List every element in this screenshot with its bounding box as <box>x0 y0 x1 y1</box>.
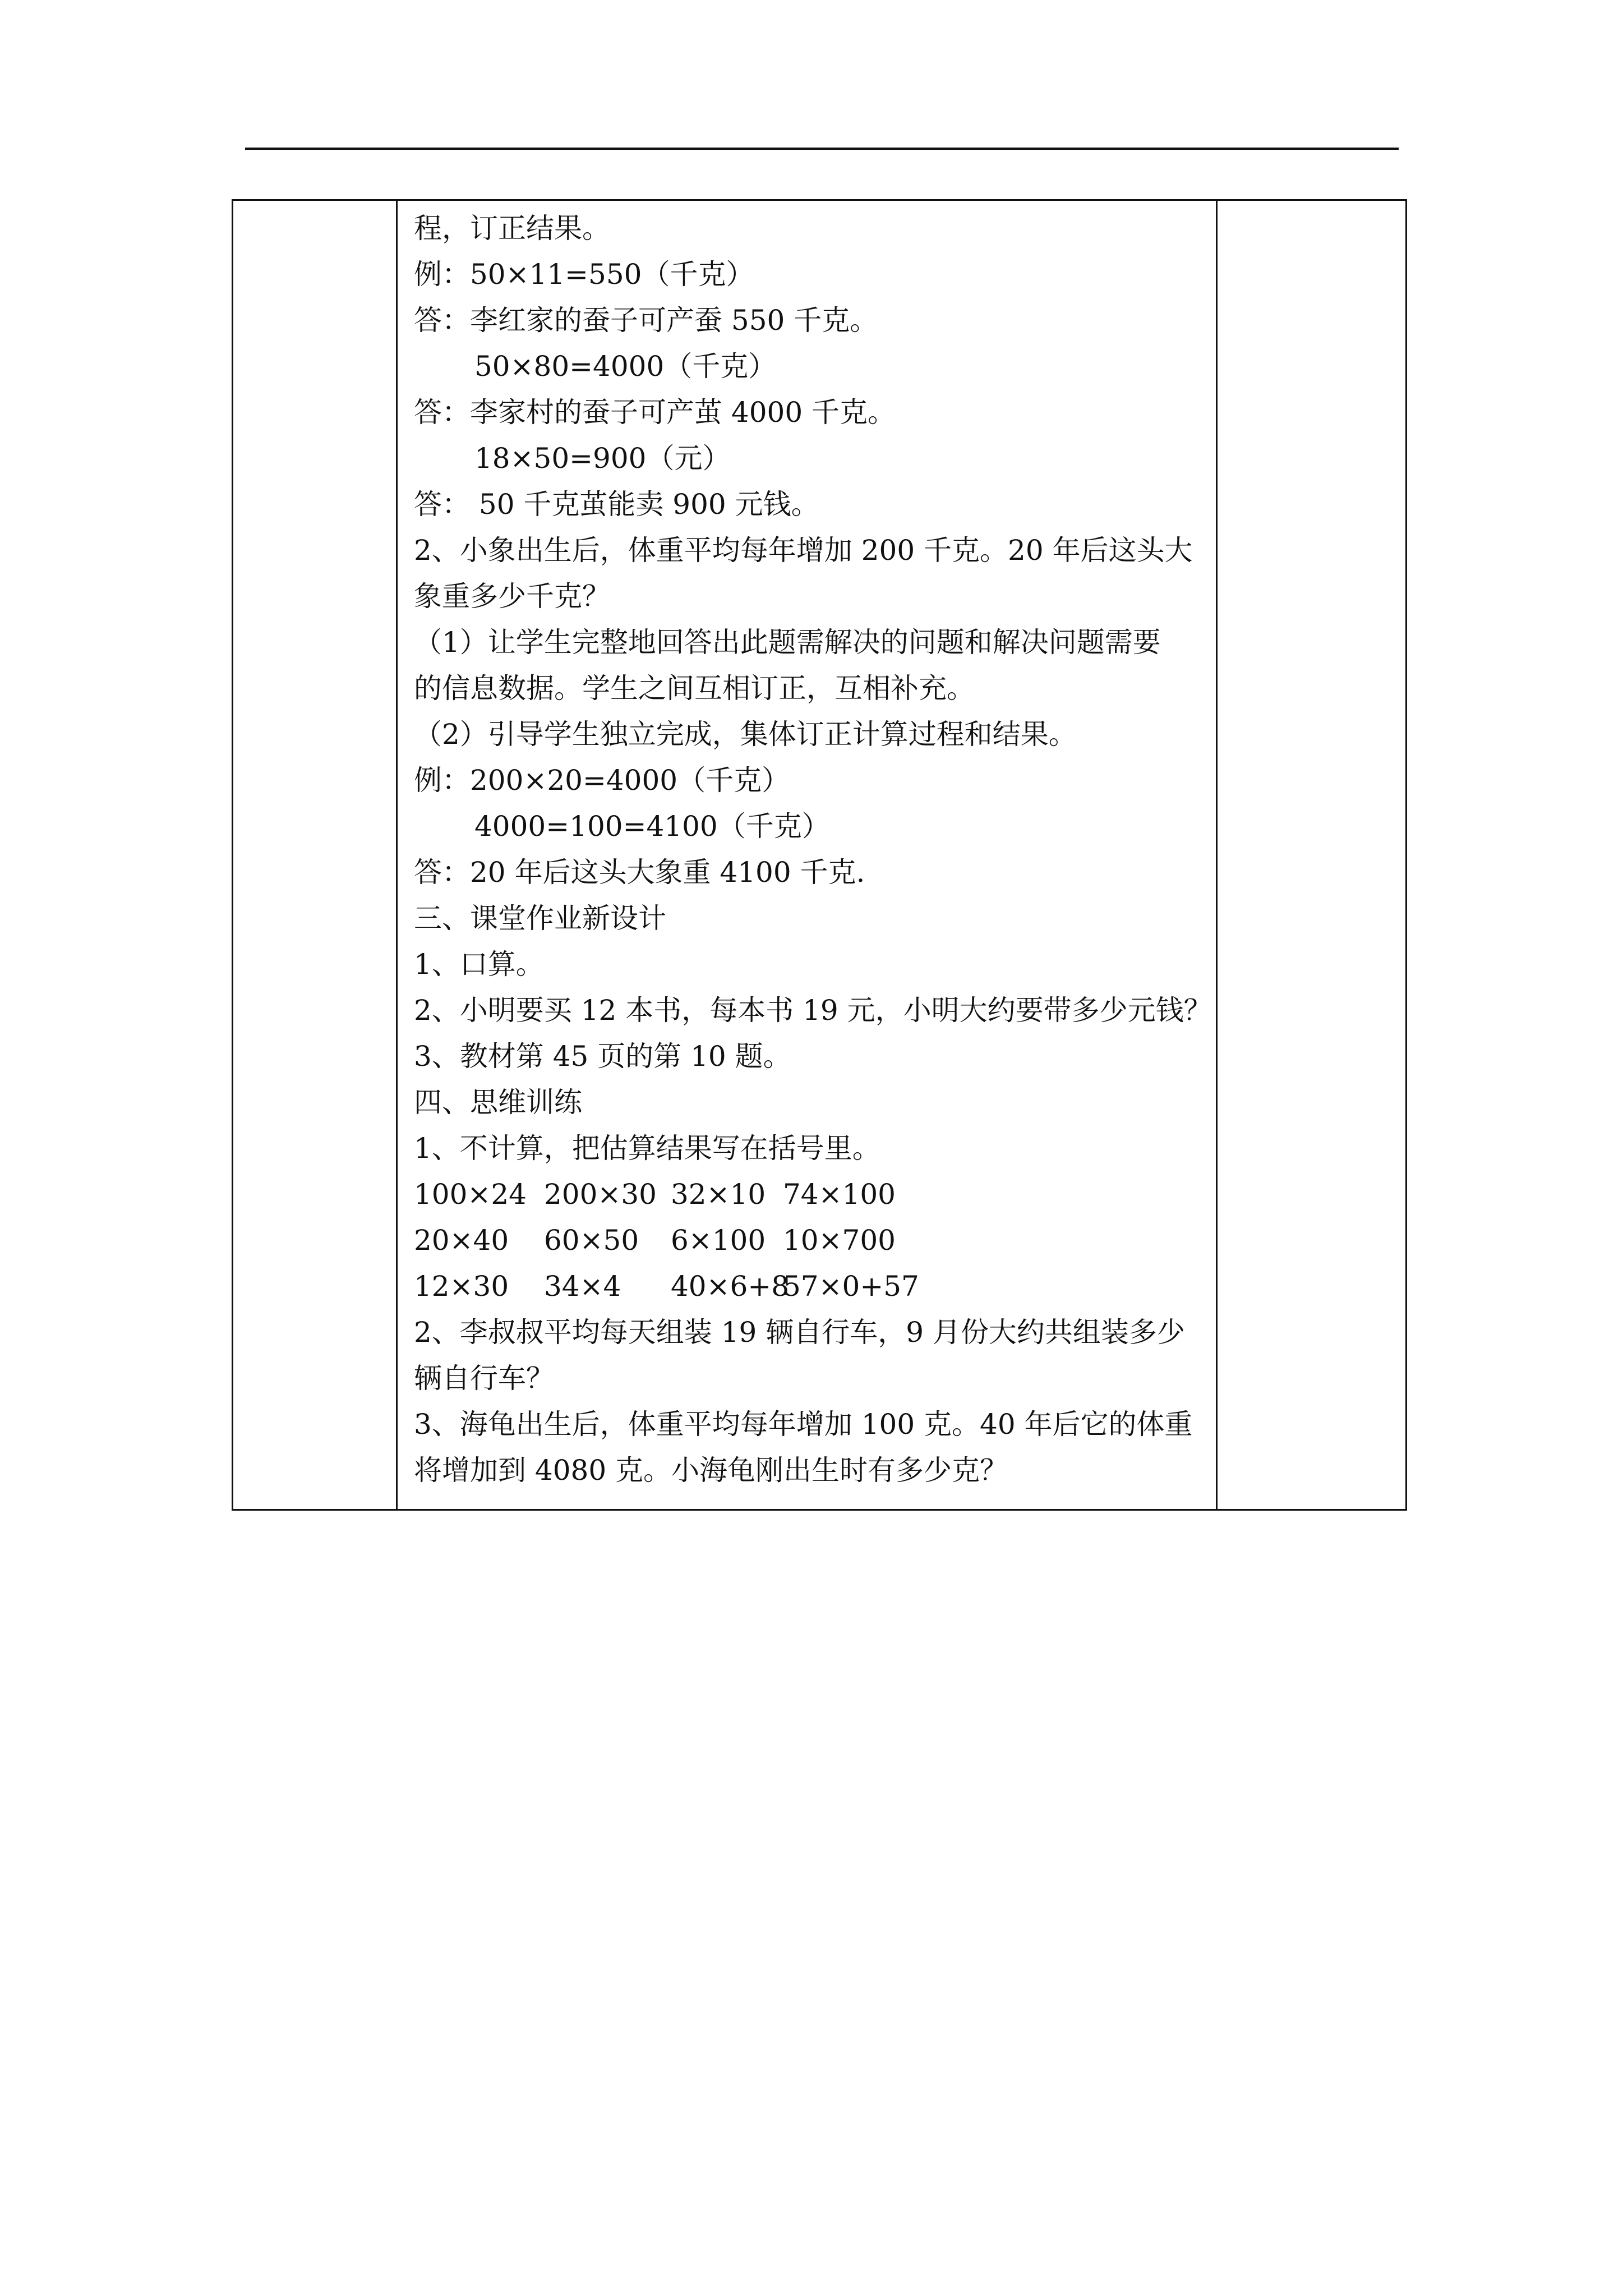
exercise-item: 40×6+8 <box>671 1270 790 1303</box>
text-line: 程，订正结果。 <box>414 212 610 245</box>
text-line: 答：20 年后这头大象重 4100 千克. <box>414 856 865 889</box>
text-line: （1）让学生完整地回答出此题需解决的问题和解决问题需要 <box>414 626 1161 659</box>
header-rule <box>245 148 1399 150</box>
text-line: 3、教材第 45 页的第 10 题。 <box>414 1040 791 1073</box>
text-line: 1、口算。 <box>414 948 544 981</box>
text-line: 2、小象出生后，体重平均每年增加 200 千克。20 年后这头大 <box>414 534 1193 567</box>
text-line: 4000=100=4100（千克） <box>474 810 830 843</box>
text-line: 例：50×11=550（千克） <box>414 258 754 291</box>
text-line: 答： 50 千克茧能卖 900 元钱。 <box>414 488 819 521</box>
exercise-item: 32×10 <box>671 1178 766 1211</box>
text-line: 答：李红家的蚕子可产蚕 550 千克。 <box>414 304 878 337</box>
text-line: （2）引导学生独立完成，集体订正计算过程和结果。 <box>414 718 1077 751</box>
text-line: 18×50=900（元） <box>474 442 731 475</box>
exercise-item: 12×30 <box>414 1270 509 1303</box>
text-line: 3、海龟出生后，体重平均每年增加 100 克。40 年后它的体重 <box>414 1408 1193 1441</box>
exercise-item: 6×100 <box>671 1224 766 1257</box>
exercise-item: 74×100 <box>783 1178 896 1211</box>
text-line: 答：李家村的蚕子可产茧 4000 千克。 <box>414 396 896 429</box>
text-line: 例：200×20=4000（千克） <box>414 764 790 797</box>
text-line: 辆自行车？ <box>414 1362 554 1395</box>
section-heading: 四、思维训练 <box>414 1086 582 1119</box>
exercise-item: 60×50 <box>544 1224 639 1257</box>
column-divider-left <box>396 201 398 1509</box>
exercise-item: 34×4 <box>544 1270 621 1303</box>
text-line: 2、小明要买 12 本书，每本书 19 元，小明大约要带多少元钱？ <box>414 994 1212 1027</box>
text-line: 50×80=4000（千克） <box>474 350 777 383</box>
text-line: 将增加到 4080 克。小海龟刚出生时有多少克？ <box>414 1454 1008 1487</box>
text-line: 象重多少千克？ <box>414 580 610 613</box>
text-line: 的信息数据。学生之间互相订正，互相补充。 <box>414 672 975 705</box>
exercise-item: 200×30 <box>544 1178 657 1211</box>
section-heading: 三、课堂作业新设计 <box>414 902 666 935</box>
column-divider-right <box>1216 201 1218 1509</box>
exercise-item: 10×700 <box>783 1224 896 1257</box>
exercise-item: 20×40 <box>414 1224 509 1257</box>
lesson-table <box>232 199 1407 1511</box>
exercise-item: 57×0+57 <box>783 1270 919 1303</box>
exercise-item: 100×24 <box>414 1178 527 1211</box>
text-line: 2、李叔叔平均每天组装 19 辆自行车，9 月份大约共组装多少 <box>414 1316 1185 1349</box>
text-line: 1、不计算，把估算结果写在括号里。 <box>414 1132 880 1165</box>
